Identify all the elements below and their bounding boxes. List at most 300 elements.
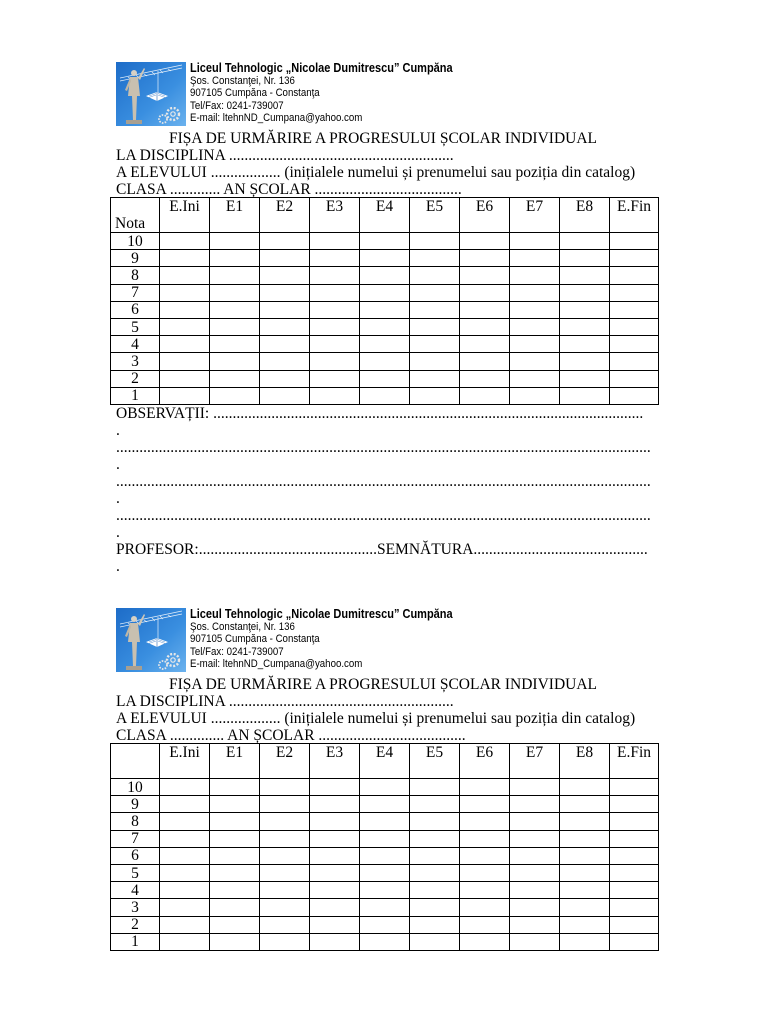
grade-cell <box>260 830 310 847</box>
grade-cell <box>610 370 659 387</box>
grade-cell <box>360 779 410 796</box>
grade-level-label: 1 <box>111 387 160 404</box>
grade-cell <box>310 301 360 318</box>
grade-cell <box>160 267 210 284</box>
grade-cell <box>260 284 310 301</box>
grade-row <box>111 864 659 881</box>
grade-cell <box>560 267 610 284</box>
grade-cell <box>460 899 510 916</box>
grade-cell <box>260 233 310 250</box>
grade-column-header <box>111 744 160 779</box>
grade-cell <box>160 233 210 250</box>
grade-level-label: 5 <box>111 318 160 335</box>
discipline-label: LA DISCIPLINA <box>116 146 225 164</box>
grade-cell <box>210 830 260 847</box>
grade-cell <box>610 387 659 404</box>
grade-cell <box>310 864 360 881</box>
grade-cell <box>510 284 560 301</box>
grade-level-label: 4 <box>111 882 160 899</box>
grade-cell <box>160 813 210 830</box>
grades-header-row <box>111 198 659 233</box>
school-name: Liceul Tehnologic „Nicolae Dumitrescu” Cumpăna <box>190 607 453 621</box>
grade-level-label: 2 <box>111 370 160 387</box>
grades-header-row <box>111 744 659 779</box>
grade-row <box>111 830 659 847</box>
grade-cell <box>160 284 210 301</box>
grade-cell <box>560 933 610 950</box>
evaluation-column-header: E4 <box>360 744 410 779</box>
student-hint: (inițialele numelui și prenumelui sau poziția din catalog) <box>284 163 636 181</box>
evaluation-column-header: E5 <box>410 198 460 233</box>
grade-row <box>111 847 659 864</box>
class-blank: .............. <box>169 726 225 744</box>
grade-cell <box>610 864 659 881</box>
grade-cell <box>510 370 560 387</box>
grade-cell <box>560 830 610 847</box>
grade-cell <box>410 864 460 881</box>
evaluation-column-header: E7 <box>510 744 560 779</box>
grade-cell <box>360 830 410 847</box>
grade-cell <box>360 336 410 353</box>
grade-cell <box>160 796 210 813</box>
grade-cell <box>510 250 560 267</box>
grade-row <box>111 813 659 830</box>
grade-cell <box>410 233 460 250</box>
grade-cell <box>310 882 360 899</box>
class-blank: ............. <box>169 180 221 198</box>
grade-cell <box>560 847 610 864</box>
grade-cell <box>360 847 410 864</box>
school-email: E-mail: ltehnND_Cumpana@yahoo.com <box>190 112 363 124</box>
observations-continuation: . <box>116 524 120 542</box>
grade-cell <box>160 353 210 370</box>
grade-cell <box>310 847 360 864</box>
grade-cell <box>160 847 210 864</box>
grade-cell <box>460 233 510 250</box>
grade-cell <box>210 882 260 899</box>
grade-cell <box>560 813 610 830</box>
discipline-blank: .......................................................... <box>228 692 454 710</box>
signature-overflow: . <box>116 558 120 576</box>
grade-cell <box>310 387 360 404</box>
grade-cell <box>160 336 210 353</box>
grade-cell <box>310 250 360 267</box>
grade-cell <box>460 933 510 950</box>
grade-cell <box>260 336 310 353</box>
discipline-line <box>116 147 650 164</box>
progress-form <box>0 546 768 1024</box>
grade-cell <box>160 779 210 796</box>
grade-cell <box>360 933 410 950</box>
grade-cell <box>610 882 659 899</box>
form-heading <box>116 130 650 198</box>
grade-cell <box>160 370 210 387</box>
grade-row <box>111 353 659 370</box>
grade-cell <box>610 353 659 370</box>
grade-cell <box>610 933 659 950</box>
grade-cell <box>560 882 610 899</box>
grade-cell <box>310 830 360 847</box>
evaluation-column-header: E1 <box>210 744 260 779</box>
grade-cell <box>310 284 360 301</box>
grade-cell <box>360 318 410 335</box>
grade-cell <box>610 899 659 916</box>
grade-level-label: 7 <box>111 284 160 301</box>
grade-level-label: 4 <box>111 336 160 353</box>
observations-continuation: . <box>116 421 120 439</box>
grade-cell <box>610 336 659 353</box>
grade-row <box>111 779 659 796</box>
grade-row <box>111 336 659 353</box>
grade-cell <box>260 353 310 370</box>
grade-cell <box>160 864 210 881</box>
grade-level-label: 6 <box>111 301 160 318</box>
observations-continuation: . <box>116 489 120 507</box>
grade-row <box>111 284 659 301</box>
grade-cell <box>610 284 659 301</box>
school-logo-emblem <box>116 608 186 672</box>
grade-level-label: 8 <box>111 813 160 830</box>
evaluation-column-header: E1 <box>210 198 260 233</box>
grade-cell <box>260 796 310 813</box>
grade-cell <box>210 353 260 370</box>
grade-cell <box>460 284 510 301</box>
grade-cell <box>410 830 460 847</box>
grade-cell <box>310 336 360 353</box>
grade-cell <box>510 847 560 864</box>
school-year-label: AN ȘCOLAR <box>223 180 311 198</box>
grade-cell <box>510 318 560 335</box>
grade-cell <box>210 387 260 404</box>
grade-cell <box>410 353 460 370</box>
grade-cell <box>610 779 659 796</box>
grade-level-label: 9 <box>111 796 160 813</box>
grade-cell <box>560 899 610 916</box>
grade-cell <box>360 864 410 881</box>
grade-level-label: 3 <box>111 353 160 370</box>
school-logo-emblem <box>116 62 186 126</box>
grade-cell <box>360 233 410 250</box>
school-year-blank: ...................................... <box>314 180 462 198</box>
grade-cell <box>510 813 560 830</box>
grade-cell <box>160 387 210 404</box>
school-logo <box>116 608 186 672</box>
grade-cell <box>510 864 560 881</box>
grade-cell <box>160 830 210 847</box>
grade-cell <box>460 813 510 830</box>
grade-cell <box>560 233 610 250</box>
grade-cell <box>310 933 360 950</box>
class-year-line <box>116 181 650 198</box>
grade-level-label: 6 <box>111 847 160 864</box>
grade-cell <box>310 318 360 335</box>
grade-cell <box>210 370 260 387</box>
grade-cell <box>310 353 360 370</box>
grade-cell <box>210 336 260 353</box>
grade-cell <box>360 882 410 899</box>
grade-cell <box>260 813 310 830</box>
grade-cell <box>210 301 260 318</box>
grade-row <box>111 301 659 318</box>
grade-cell <box>510 233 560 250</box>
grade-cell <box>410 813 460 830</box>
grade-cell <box>410 916 460 933</box>
grade-row <box>111 933 659 950</box>
grade-cell <box>410 779 460 796</box>
grade-cell <box>510 933 560 950</box>
evaluation-column-header: E.Ini <box>160 198 210 233</box>
observations-line <box>116 405 651 422</box>
teacher-label: PROFESOR: <box>116 541 199 559</box>
grade-cell <box>210 864 260 881</box>
grade-level-label: 1 <box>111 933 160 950</box>
grade-cell <box>610 267 659 284</box>
grade-cell <box>460 318 510 335</box>
grade-cell <box>260 370 310 387</box>
grade-cell <box>210 318 260 335</box>
class-label: CLASA <box>116 726 166 744</box>
form-title: FIȘA DE URMĂRIRE A PROGRESULUI ȘCOLAR INDIVIDUAL <box>168 675 597 693</box>
grade-cell <box>260 250 310 267</box>
signature-label: SEMNĂTURA <box>376 541 474 559</box>
discipline-blank: .......................................................... <box>228 146 454 164</box>
grade-cell <box>360 301 410 318</box>
school-name: Liceul Tehnologic „Nicolae Dumitrescu” Cumpăna <box>190 61 453 75</box>
grade-cell <box>510 353 560 370</box>
grade-level-label: 7 <box>111 830 160 847</box>
grade-cell <box>410 336 460 353</box>
grade-cell <box>510 301 560 318</box>
student-line <box>116 710 650 727</box>
observations-continuation: .......................................................................................................................................... <box>116 438 651 456</box>
grade-cell <box>260 387 310 404</box>
grade-cell <box>510 796 560 813</box>
grade-cell <box>210 250 260 267</box>
evaluation-column-header: E2 <box>260 198 310 233</box>
grade-level-label: 10 <box>111 233 160 250</box>
grade-cell <box>260 933 310 950</box>
grade-cell <box>410 318 460 335</box>
observations-blank: ............................................................................................................... <box>213 404 644 422</box>
grade-cell <box>560 250 610 267</box>
grade-cell <box>410 301 460 318</box>
observations-label: OBSERVAȚII: <box>116 404 210 422</box>
grade-cell <box>560 336 610 353</box>
grade-cell <box>310 267 360 284</box>
grade-cell <box>610 233 659 250</box>
grade-cell <box>510 336 560 353</box>
grade-cell <box>510 899 560 916</box>
grade-cell <box>560 284 610 301</box>
grade-cell <box>210 847 260 864</box>
grade-cell <box>160 882 210 899</box>
school-address: Şos. Constanţei, Nr. 136 <box>190 620 295 633</box>
grade-cell <box>160 301 210 318</box>
grade-cell <box>560 864 610 881</box>
grade-row <box>111 796 659 813</box>
student-label: A ELEVULUI <box>116 709 207 727</box>
grade-cell <box>260 779 310 796</box>
school-address: Şos. Constanţei, Nr. 136 <box>190 74 295 87</box>
observations-continuation: .......................................................................................................................................... <box>116 507 651 525</box>
grade-cell <box>460 353 510 370</box>
grade-level-label: 8 <box>111 267 160 284</box>
evaluation-column-header: E.Ini <box>160 744 210 779</box>
grade-cell <box>210 267 260 284</box>
evaluation-column-header: E3 <box>310 198 360 233</box>
discipline-line <box>116 693 650 710</box>
grade-cell <box>310 813 360 830</box>
grade-cell <box>560 301 610 318</box>
grade-row <box>111 899 659 916</box>
class-year-line <box>116 727 650 744</box>
grade-cell <box>460 301 510 318</box>
grade-cell <box>310 779 360 796</box>
grade-cell <box>260 916 310 933</box>
grade-cell <box>560 779 610 796</box>
grade-cell <box>210 796 260 813</box>
grade-cell <box>410 933 460 950</box>
grade-cell <box>360 353 410 370</box>
school-logo <box>116 62 186 126</box>
grade-cell <box>260 899 310 916</box>
student-hint: (inițialele numelui și prenumelui sau poziția din catalog) <box>284 709 636 727</box>
grade-cell <box>460 370 510 387</box>
grade-row <box>111 387 659 404</box>
grade-cell <box>260 847 310 864</box>
grade-row <box>111 370 659 387</box>
school-phone: Tel/Fax: 0241-739007 <box>190 99 284 112</box>
grade-row <box>111 250 659 267</box>
grade-cell <box>460 336 510 353</box>
grade-cell <box>610 250 659 267</box>
evaluation-column-header: E7 <box>510 198 560 233</box>
grade-cell <box>210 916 260 933</box>
grade-cell <box>510 882 560 899</box>
evaluation-column-header: E8 <box>560 198 610 233</box>
grade-cell <box>310 370 360 387</box>
grade-row <box>111 882 659 899</box>
grade-cell <box>510 267 560 284</box>
grade-cell <box>510 779 560 796</box>
grade-row <box>111 318 659 335</box>
student-label: A ELEVULUI <box>116 163 207 181</box>
grade-cell <box>460 387 510 404</box>
grade-cell <box>360 267 410 284</box>
grade-cell <box>360 387 410 404</box>
grade-cell <box>360 916 410 933</box>
signature-blank: ............................................. <box>473 541 648 559</box>
evaluation-column-header: E.Fin <box>610 198 659 233</box>
grade-cell <box>210 813 260 830</box>
grade-row <box>111 916 659 933</box>
grade-row <box>111 267 659 284</box>
form-heading <box>116 676 650 744</box>
grade-cell <box>160 250 210 267</box>
grade-cell <box>610 318 659 335</box>
grade-cell <box>360 899 410 916</box>
grade-level-label: 9 <box>111 250 160 267</box>
grade-cell <box>460 830 510 847</box>
grade-level-label: 3 <box>111 899 160 916</box>
grade-cell <box>510 830 560 847</box>
grade-cell <box>360 370 410 387</box>
grade-cell <box>510 387 560 404</box>
grade-cell <box>460 882 510 899</box>
grade-level-label: 10 <box>111 779 160 796</box>
grade-cell <box>560 353 610 370</box>
grade-cell <box>160 318 210 335</box>
evaluation-column-header: E5 <box>410 744 460 779</box>
grade-column-header: Nota <box>111 198 160 233</box>
grade-cell <box>360 796 410 813</box>
grade-cell <box>310 233 360 250</box>
school-postal: 907105 Cumpăna - Constanţa <box>190 87 320 99</box>
school-year-blank: ...................................... <box>318 726 466 744</box>
evaluation-column-header: E8 <box>560 744 610 779</box>
observations-continuation: .......................................................................................................................................... <box>116 472 651 490</box>
grades-table <box>110 197 659 405</box>
grade-cell <box>560 387 610 404</box>
grade-cell <box>310 899 360 916</box>
grade-cell <box>210 933 260 950</box>
grade-cell <box>260 882 310 899</box>
grade-cell <box>260 267 310 284</box>
school-email: E-mail: ltehnND_Cumpana@yahoo.com <box>190 658 363 670</box>
school-info <box>190 608 453 671</box>
grade-cell <box>410 370 460 387</box>
grade-cell <box>560 318 610 335</box>
grade-cell <box>410 387 460 404</box>
grade-cell <box>410 267 460 284</box>
school-year-label: AN ȘCOLAR <box>227 726 315 744</box>
grade-cell <box>360 813 410 830</box>
teacher-blank: .............................................. <box>198 541 377 559</box>
grade-cell <box>260 318 310 335</box>
grade-cell <box>610 796 659 813</box>
grade-cell <box>360 250 410 267</box>
grade-cell <box>460 250 510 267</box>
grade-cell <box>160 933 210 950</box>
school-phone: Tel/Fax: 0241-739007 <box>190 645 284 658</box>
grade-cell <box>560 916 610 933</box>
grade-cell <box>510 916 560 933</box>
class-label: CLASA <box>116 180 166 198</box>
grade-cell <box>210 779 260 796</box>
grades-table <box>110 743 659 951</box>
grade-cell <box>210 284 260 301</box>
grade-cell <box>210 233 260 250</box>
grade-cell <box>610 847 659 864</box>
grade-cell <box>260 301 310 318</box>
grade-cell <box>210 899 260 916</box>
grade-cell <box>460 864 510 881</box>
evaluation-column-header: E.Fin <box>610 744 659 779</box>
student-blank: .................. <box>210 163 281 181</box>
school-info <box>190 62 453 125</box>
grade-cell <box>610 301 659 318</box>
grade-cell <box>460 847 510 864</box>
grade-cell <box>560 796 610 813</box>
grade-cell <box>410 250 460 267</box>
discipline-label: LA DISCIPLINA <box>116 692 225 710</box>
evaluation-column-header: E2 <box>260 744 310 779</box>
student-line <box>116 164 650 181</box>
form-title: FIȘA DE URMĂRIRE A PROGRESULUI ȘCOLAR INDIVIDUAL <box>168 129 597 147</box>
evaluation-column-header: E6 <box>460 198 510 233</box>
school-postal: 907105 Cumpăna - Constanţa <box>190 633 320 645</box>
grade-row <box>111 233 659 250</box>
